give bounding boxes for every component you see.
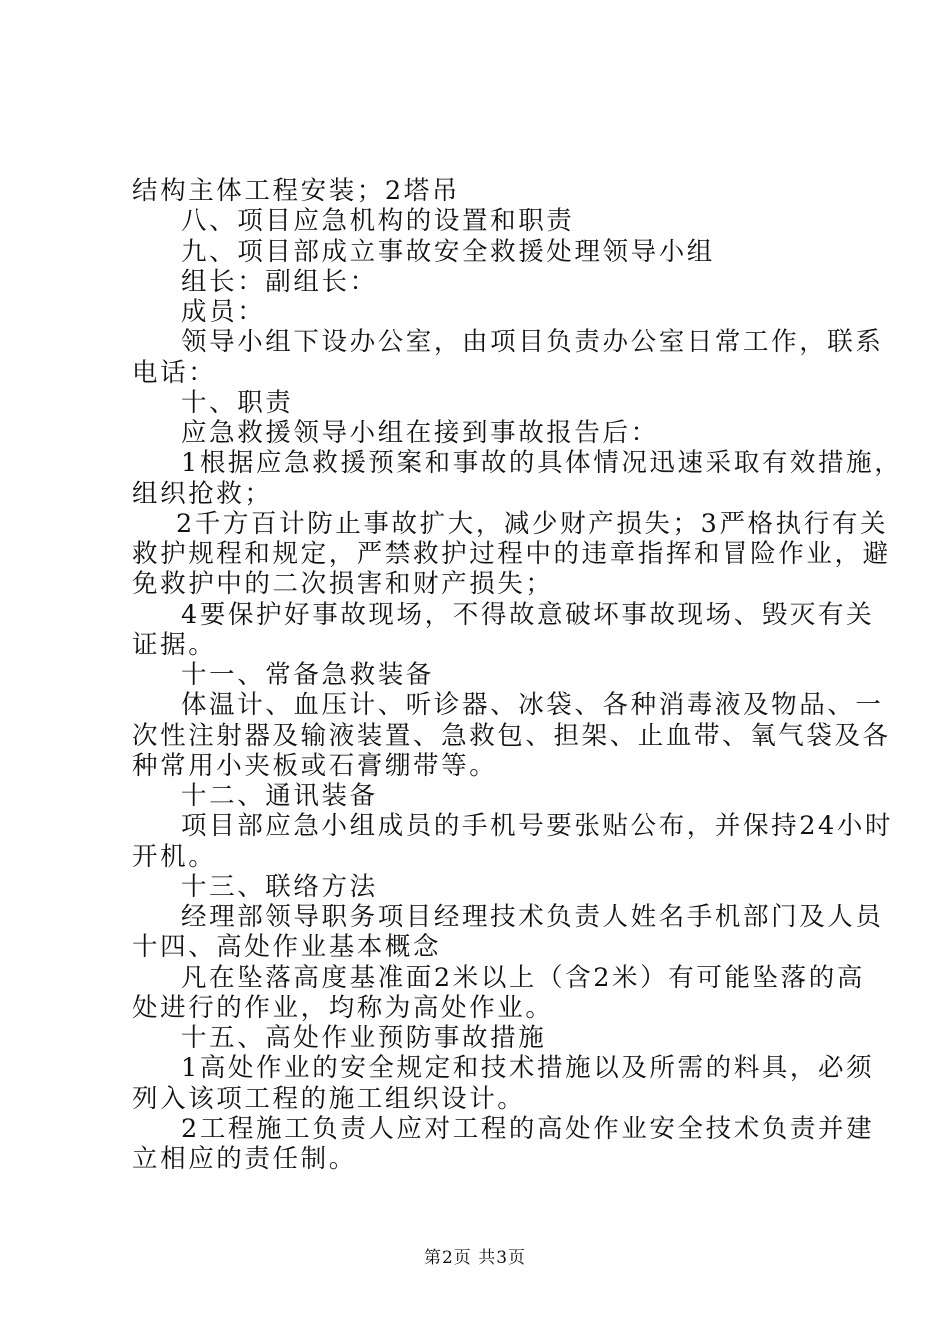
section-heading: 十二、通讯装备 <box>181 781 378 811</box>
text-line: 1高处作业的安全规定和技术措施以及所需的料具，必须 <box>181 1053 875 1084</box>
text-line: 组织抢救； <box>132 478 273 509</box>
text-line: 领导小组下设办公室，由项目负责办公室日常工作，联系 <box>181 327 884 358</box>
text-line: 4要保护好事故现场，不得故意破坏事故现场、毁灭有关 <box>181 599 875 630</box>
text-line: 列入该项工程的施工组织设计。 <box>132 1083 526 1114</box>
page-number-footer: 第2页 共3页 <box>423 1248 527 1268</box>
section-heading: 十一、常备急救装备 <box>181 660 434 690</box>
text-line: 应急救援领导小组在接到事故报告后： <box>181 418 659 448</box>
section-heading: 十四、高处作业基本概念 <box>132 932 442 963</box>
text-line: 处进行的作业，均称为高处作业。 <box>132 992 554 1023</box>
text-line: 救护规程和规定，严禁救护过程中的违章指挥和冒险作业，避 <box>132 539 891 569</box>
text-line: 凡在坠落高度基准面2米以上（含2米）有可能坠落的高 <box>181 962 865 993</box>
text-line: 体温计、血压计、听诊器、冰袋、各种消毒液及物品、一 <box>181 690 884 721</box>
section-heading: 十五、高处作业预防事故措施 <box>181 1023 547 1053</box>
text-line: 立相应的责任制。 <box>132 1144 357 1174</box>
text-line: 证据。 <box>132 629 217 660</box>
text-line: 2工程施工负责人应对工程的高处作业安全技术负责并建 <box>181 1113 875 1144</box>
text-line: 组长：副组长： <box>181 266 378 297</box>
text-line: 电话： <box>132 357 217 388</box>
text-line: 开机。 <box>132 841 217 872</box>
section-heading: 八、项目应急机构的设置和职责 <box>181 206 575 237</box>
text-line: 免救护中的二次损害和财产损失； <box>132 569 554 600</box>
text-line: 项目部应急小组成员的手机号要张贴公布，并保持24小时 <box>181 811 894 842</box>
text-line: 成员： <box>181 297 266 327</box>
text-line: 次性注射器及输液装置、急救包、担架、止血带、氧气袋及各 <box>132 720 891 751</box>
text-line: 2千方百计防止事故扩大，减少财产损失；3严格执行有关 <box>176 508 889 539</box>
section-heading: 十三、联络方法 <box>181 871 378 902</box>
section-heading: 九、项目部成立事故安全救援处理领导小组 <box>181 236 715 267</box>
text-line: 经理部领导职务项目经理技术负责人姓名手机部门及人员 <box>181 902 884 932</box>
section-heading: 十、职责 <box>181 387 294 418</box>
text-line: 结构主体工程安装；2塔吊 <box>132 176 460 206</box>
text-line: 1根据应急救援预案和事故的具体情况迅速采取有效措施， <box>181 448 903 479</box>
text-line: 种常用小夹板或石膏绷带等。 <box>132 750 498 781</box>
